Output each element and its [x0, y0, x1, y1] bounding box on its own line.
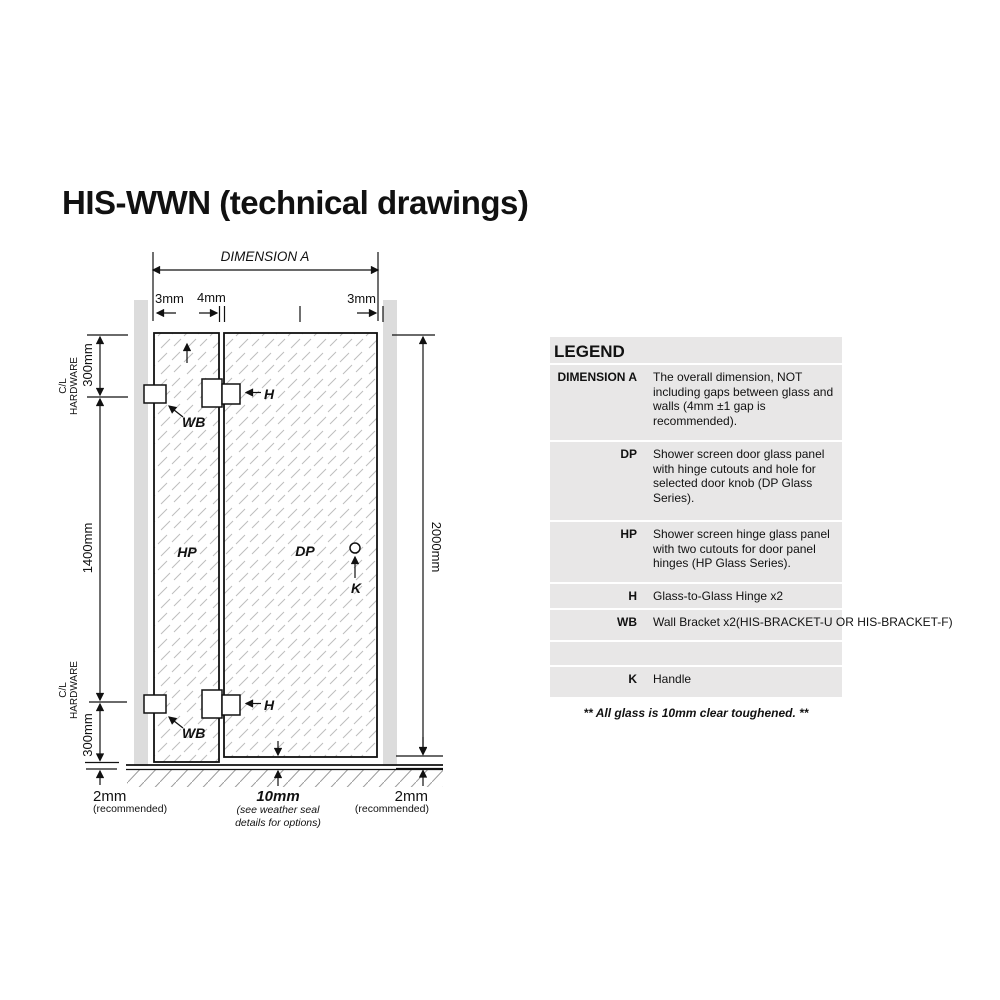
dim-1400-label: 1400mm — [80, 522, 95, 574]
gap-mid-label: 4mm — [197, 290, 226, 305]
glass-footnote: ** All glass is 10mm clear toughened. ** — [583, 706, 809, 720]
legend-row-dp — [550, 440, 842, 520]
panel-dp-label: DP — [295, 543, 315, 559]
left-dimensions — [58, 335, 128, 785]
legend-row-k — [550, 665, 842, 697]
dim-2000-label: 2000mm — [429, 521, 444, 573]
page-title: HIS-WWN (technical drawings) — [62, 184, 529, 221]
bottom-left-note: (recommended) — [93, 803, 168, 815]
cl-hardware-bottom-line1: C/L — [58, 682, 69, 698]
hinge-label-bottom: H — [264, 697, 275, 713]
bottom-mid-gap-label: 10mm — [256, 788, 300, 805]
legend-term: WB — [617, 615, 637, 629]
gap-left-label: 3mm — [155, 291, 184, 306]
top-gap-dimensions — [155, 290, 383, 322]
legend-panel — [550, 337, 953, 697]
legend-desc: Wall Bracket x2(HIS-BRACKET-U OR HIS-BRACKET-F) — [653, 615, 953, 629]
wall-bracket-top — [144, 385, 166, 403]
bracket-label-top: WB — [182, 414, 206, 430]
legend-desc — [653, 642, 842, 665]
cl-hardware-top-line2: HARDWARE — [69, 357, 80, 415]
dimension-a-label: DIMENSION A — [220, 249, 310, 264]
legend-term — [550, 642, 637, 665]
bottom-left-gap-label: 2mm — [93, 788, 127, 805]
legend-term: DIMENSION A — [557, 370, 637, 384]
legend-row-spacer — [550, 640, 842, 665]
knob-label: K — [350, 580, 362, 596]
floor-hatch — [127, 770, 443, 787]
bottom-right-gap-label: 2mm — [394, 788, 428, 805]
legend-title: LEGEND — [554, 342, 625, 361]
cl-hardware-top-line1: C/L — [58, 378, 69, 394]
wall-right — [383, 300, 397, 766]
dimension-a — [153, 249, 378, 321]
legend-row-hp — [550, 520, 842, 582]
legend-desc: Shower screen door glass panel with hinge cutouts and hole for selected door knob (DP Glass Series). — [653, 447, 825, 505]
legend-row-dimension-a — [550, 363, 842, 440]
technical-drawing — [55, 245, 455, 835]
right-dimension — [392, 335, 444, 786]
legend-row-wb — [550, 608, 953, 640]
hinge-label-top: H — [264, 386, 275, 402]
legend-desc: Shower screen hinge glass panel with two cutouts for door panel hinges (HP Glass Series). — [653, 527, 830, 570]
dim-300-bottom-label: 300mm — [80, 713, 95, 757]
knob-hole — [350, 543, 360, 553]
legend-term: H — [628, 589, 637, 603]
bottom-mid-note-line2: details for options) — [235, 817, 321, 829]
panel-hp-label: HP — [177, 544, 197, 560]
legend-row-h — [550, 582, 842, 608]
gap-right-label: 3mm — [347, 291, 376, 306]
legend-term: K — [628, 672, 637, 686]
cl-hardware-bottom-line2: HARDWARE — [69, 661, 80, 719]
legend-desc: The overall dimension, NOT including gaps between glass and walls (4mm ±1 gap is recommended). — [653, 370, 834, 428]
legend-desc: Handle — [653, 672, 692, 686]
floor — [126, 765, 443, 787]
bracket-label-bottom: WB — [182, 725, 206, 741]
legend-desc: Glass-to-Glass Hinge x2 — [653, 589, 784, 603]
wall-bracket-bottom — [144, 695, 166, 713]
legend-term: DP — [620, 447, 637, 461]
legend-term: HP — [620, 527, 637, 541]
dim-300-top-label: 300mm — [80, 343, 95, 387]
bottom-right-note: (recommended) — [354, 803, 429, 815]
bottom-mid-note-line1: (see weather seal — [236, 804, 320, 816]
